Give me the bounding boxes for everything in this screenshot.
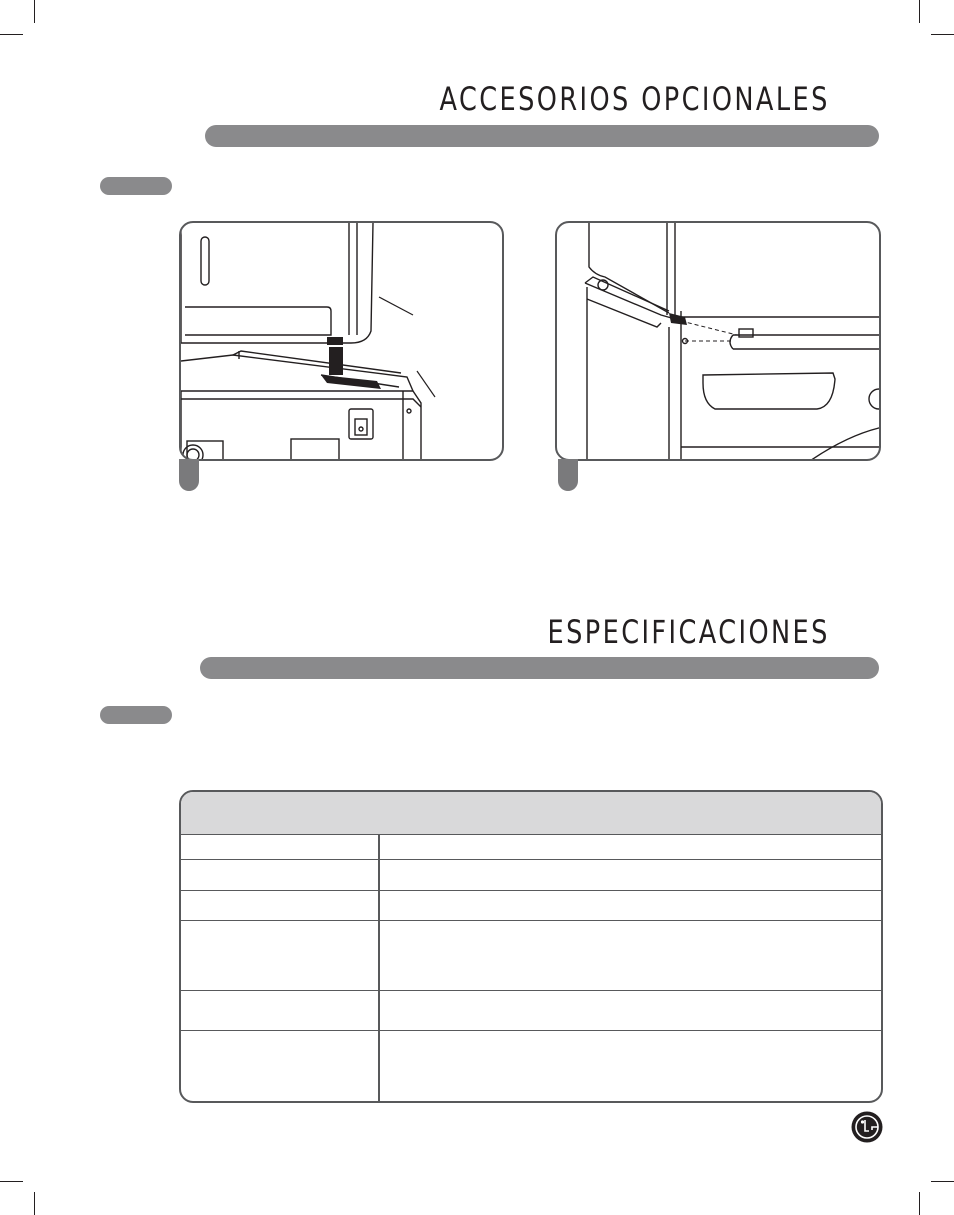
section-title-accessories: ACCESORIOS OPCIONALES [439, 80, 830, 118]
figure-tab [179, 459, 199, 491]
table-row [181, 860, 881, 891]
crop-mark [34, 1192, 35, 1215]
specifications-table [179, 790, 883, 1103]
crop-mark [931, 1181, 954, 1182]
crop-mark [919, 0, 920, 23]
crop-mark [0, 34, 23, 35]
section-title-specifications: ESPECIFICACIONES [547, 613, 830, 651]
subsection-pill [100, 706, 172, 724]
table-row [181, 835, 881, 860]
section-bar [200, 657, 879, 679]
specifications-table-header [181, 792, 881, 835]
subsection-pill [100, 177, 172, 195]
lg-logo-icon [851, 1111, 883, 1143]
section-bar [205, 125, 879, 147]
illustration-dryer-pedestal [181, 223, 504, 461]
crop-mark [919, 1192, 920, 1215]
illustration-bracket-screw [557, 223, 881, 461]
crop-mark [931, 34, 954, 35]
figure-dryer-on-pedestal [179, 221, 504, 461]
table-row [181, 991, 881, 1031]
table-row [181, 891, 881, 921]
figure-pedestal-bracket-screw [555, 221, 881, 461]
table-row [181, 921, 881, 991]
crop-mark [34, 0, 35, 23]
table-row [181, 1031, 881, 1103]
table-column-divider [378, 835, 380, 1101]
figure-tab [558, 459, 578, 491]
crop-mark [0, 1181, 23, 1182]
